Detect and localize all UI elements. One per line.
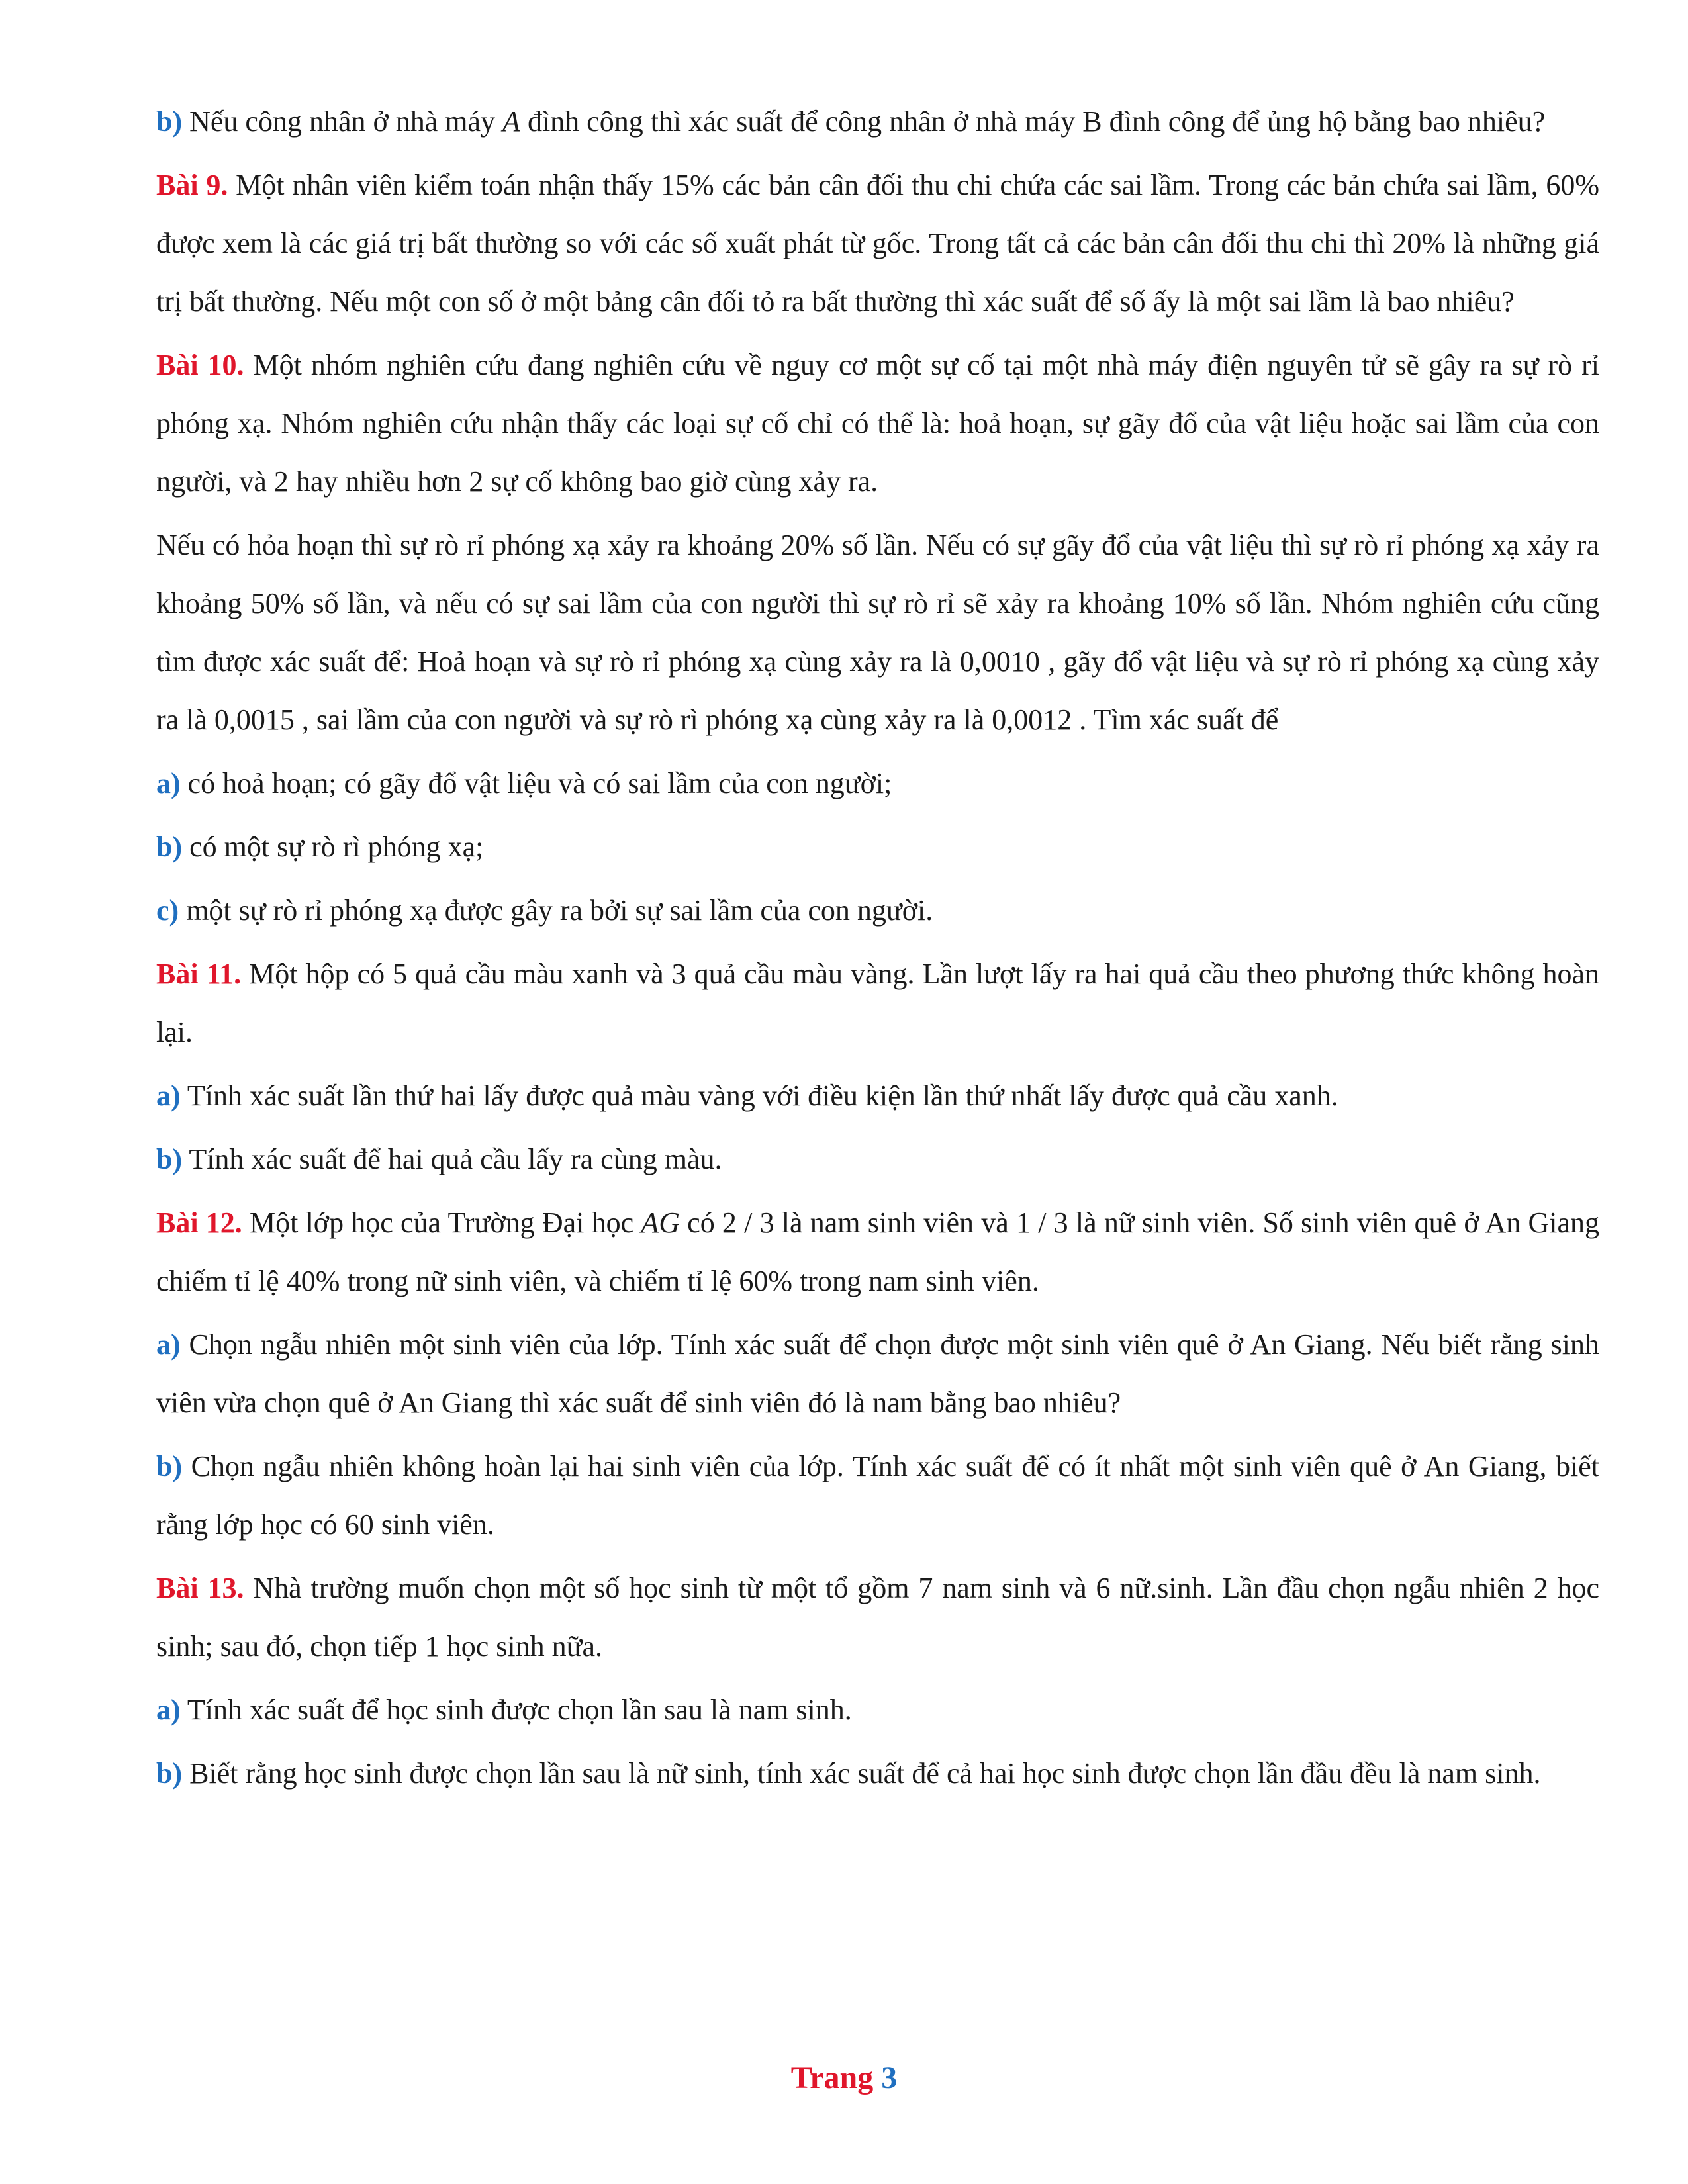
exercise-text: Một nhân viên kiểm toán nhận thấy 15% các bản cân đối thu chi chứa các sai lầm. Trong các bản chứa sai lầm, 60% được xem là các giá trị bất thường so với các số xuất phát từ gốc. Trong tất cả các bản cân đối thu chi thì 20% là những giá trị bất thường. Nếu một con số ở một bảng cân đối tỏ ra bất thường thì xác suất để số ấy là một sai lầm là bao nhiêu? — [156, 169, 1600, 318]
exercise-13-part-a — [156, 1681, 1599, 1739]
exercise-10-part-c — [156, 882, 1599, 940]
exercise-13-part-b — [156, 1745, 1599, 1803]
part-text: Tính xác suất để hai quả cầu lấy ra cùng màu. — [182, 1143, 722, 1175]
exercise-12-part-b — [156, 1437, 1599, 1554]
exercise-title: Bài 12. — [156, 1206, 242, 1239]
exercise-8-part-b — [156, 93, 1599, 151]
exercise-12 — [156, 1194, 1599, 1310]
part-text: có một sự rò rì phóng xạ; — [182, 831, 484, 863]
exercise-text: Nhà trường muốn chọn một số học sinh từ một tổ gồm 7 nam sinh và 6 nữ.sinh. Lần đầu chọn ngẫu nhiên 2 học sinh; sau đó, chọn tiếp 1 học sinh nữa. — [156, 1572, 1599, 1662]
part-text: Chọn ngẫu nhiên một sinh viên của lớp. Tính xác suất để chọn được một sinh viên quê ở An Giang. Nếu biết rằng sinh viên vừa chọn quê ở An Giang thì xác suất để sinh viên đó là nam bằng bao nhiêu? — [156, 1328, 1599, 1419]
part-text: có hoả hoạn; có gãy đổ vật liệu và có sai lầm của con người; — [180, 767, 892, 799]
exercise-11-part-a — [156, 1067, 1599, 1125]
page-number: 3 — [881, 2060, 898, 2095]
part-label: a) — [156, 767, 181, 799]
exercise-title: Bài 9. — [156, 169, 228, 201]
exercise-11-part-b — [156, 1130, 1599, 1189]
part-label: b) — [156, 1757, 183, 1790]
exercise-9 — [156, 156, 1599, 331]
exercise-12-part-a — [156, 1316, 1599, 1432]
exercise-title: Bài 13. — [156, 1572, 244, 1604]
part-label: b) — [156, 1450, 183, 1482]
exercise-10-continued — [156, 516, 1599, 749]
part-text: Biết rằng học sinh được chọn lần sau là nữ sinh, tính xác suất để cả hai học sinh được chọn lần đầu đều là nam sinh. — [182, 1757, 1541, 1790]
exercise-text: Một lớp học của Trường Đại học — [242, 1206, 641, 1239]
exercise-10-part-a — [156, 754, 1599, 813]
exercise-text: có 2 / 3 là nam sinh viên và 1 / 3 là nữ sinh viên. Số sinh viên quê ở An Giang chiếm tỉ lệ 40% trong nữ sinh viên, và chiếm tỉ lệ 60% trong nam sinh viên. — [156, 1206, 1599, 1297]
exercise-13 — [156, 1559, 1599, 1676]
part-label: a) — [156, 1328, 181, 1361]
part-text: Nếu công nhân ở nhà máy — [182, 105, 503, 138]
exercise-10 — [156, 336, 1599, 511]
exercise-text: Nếu có hỏa hoạn thì sự rò rỉ phóng xạ xảy ra khoảng 20% số lần. Nếu có sự gãy đổ của vật liệu thì sự rò rỉ phóng xạ xảy ra khoảng 50% số lần, và nếu có sự sai lầm của con người thì sự rò rỉ sẽ xảy ra khoảng 10% số lần. Nhóm nghiên cứu cũng tìm được xác suất để: Hoả hoạn và sự rò rỉ phóng xạ cùng xảy ra là 0,0010 , gãy đổ vật liệu và sự rò rỉ phóng xạ cùng xảy ra là 0,0015 , sai lầm của con người và sự rò rì phóng xạ cùng xảy ra là 0,0012 . Tìm xác suất để — [156, 529, 1599, 736]
part-text: Chọn ngẫu nhiên không hoàn lại hai sinh viên của lớp. Tính xác suất để có ít nhất một sinh viên quê ở An Giang, biết rằng lớp học có 60 sinh viên. — [156, 1450, 1599, 1541]
part-label: a) — [156, 1079, 181, 1112]
math-variable: AG — [641, 1206, 680, 1239]
exercise-title: Bài 10. — [156, 349, 244, 381]
part-label: a) — [156, 1694, 181, 1726]
part-text: một sự rò rỉ phóng xạ được gây ra bởi sự sai lầm của con người. — [179, 894, 933, 927]
part-text: Tính xác suất để học sinh được chọn lần sau là nam sinh. — [180, 1694, 852, 1726]
math-variable: A — [502, 105, 520, 138]
exercise-11 — [156, 945, 1599, 1062]
page-footer — [0, 2060, 1688, 2096]
part-text: đình công thì xác suất để công nhân ở nhà máy B đình công để ủng hộ bằng bao nhiêu? — [520, 105, 1546, 138]
exercise-title: Bài 11. — [156, 958, 242, 990]
exercise-text: Một hộp có 5 quả cầu màu xanh và 3 quả cầu màu vàng. Lần lượt lấy ra hai quả cầu theo phương thức không hoàn lại. — [156, 958, 1599, 1048]
part-label: b) — [156, 105, 183, 138]
exercise-10-part-b — [156, 818, 1599, 876]
exercise-text: Một nhóm nghiên cứu đang nghiên cứu về nguy cơ một sự cố tại một nhà máy điện nguyên tử sẽ gây ra sự rò rỉ phóng xạ. Nhóm nghiên cứu nhận thấy các loại sự cố chỉ có thể là: hoả hoạn, sự gãy đổ của vật liệu hoặc sai lầm của con người, và 2 hay nhiều hơn 2 sự cố không bao giờ cùng xảy ra. — [156, 349, 1599, 498]
part-label: b) — [156, 1143, 183, 1175]
part-label: c) — [156, 894, 179, 927]
part-label: b) — [156, 831, 183, 863]
part-text: Tính xác suất lần thứ hai lấy được quả màu vàng với điều kiện lần thứ nhất lấy được quả cầu xanh. — [180, 1079, 1338, 1112]
page-label: Trang — [790, 2060, 882, 2095]
page-content — [156, 93, 1599, 1808]
